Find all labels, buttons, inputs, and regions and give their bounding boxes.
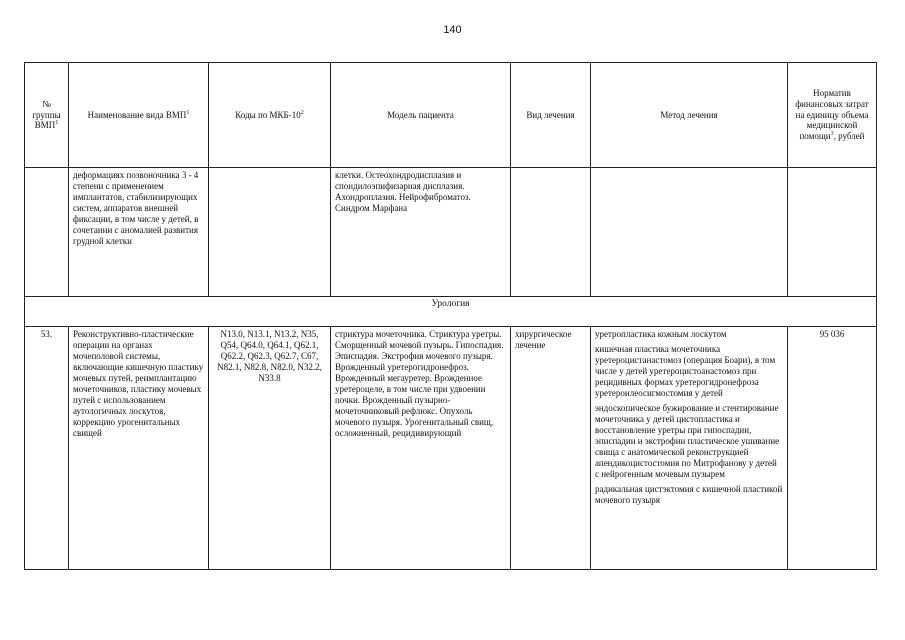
cell-cost: [788, 168, 877, 297]
cell-mkb-codes: N13.0, N13.1, N13.2, N35, Q54, Q64.0, Q64.1, Q62.1, Q62.2, Q62.3, Q62.7, C67, N82.1, N82.8, N82.0, N32.2, N33.8: [209, 327, 331, 570]
cell-treatment-type: [511, 168, 591, 297]
section-title: Урология: [25, 297, 877, 327]
cell-patient-model: клетки. Остеохондродисплазия и спондилоэпифизарная дисплазия. Ахондроплазия. Нейрофиброматоз. Синдром Марфана: [331, 168, 511, 297]
header-group-no: № группы ВМП$^1$: [25, 63, 69, 168]
header-vmp-name: Наименование вида ВМП$^1$: [69, 63, 209, 168]
method-item: кишечная пластика мочеточника уретероцистанастомоз (операция Боари), в том числе у детей уретероцистоанастомоз при рецидивных формах уретерогидронефроза уретероилеосигмостомия у детей: [595, 343, 776, 398]
header-patient-model: Модель пациента: [331, 63, 511, 168]
method-item: эндоскопическое бужирование и стентирование мочеточника у детей цистопластика и восстановление уретры при гипоспадии, эписпадии и экстрофии пластическое ушивание свища с анатомической реконструкцией апендикоцистостомия по Митрофанову у детей с нейрогенным мочевым пузырем: [595, 402, 780, 479]
cell-treatment-method: [591, 168, 788, 297]
section-row-urology: [25, 297, 877, 327]
table-row-53: [25, 327, 877, 570]
header-cost-norm: Норматив финансовых затрат на единицу объема медицинской помощи$^3$, рублей: [788, 63, 877, 168]
method-item: радикальная цистэктомия с кишечной пластикой мочевого пузыря: [595, 483, 783, 505]
cell-patient-model: стриктура мочеточника. Стриктура уретры. Сморщенный мочевой пузырь. Гипоспадия. Эписпадия. Экстрофия мочевого пузыря. Врожденный уретерогидронефроз. Врожденный мегауретер. Врожденное уретероцеле, в том числе при удвоении почки. Врожденный пузырно-мочеточниковый рефлюкс. Опухоль мочевого пузыря. Урогенитальный свищ, осложненный, рецидивирующий: [331, 327, 511, 570]
header-treatment-type: Вид лечения: [511, 63, 591, 168]
cell-group-no: [25, 168, 69, 297]
cell-cost: 95 036: [788, 327, 877, 570]
header-mkb-codes: Коды по МКБ-$10^2$: [209, 63, 331, 168]
table-row-continuation: [25, 168, 877, 297]
cell-vmp-name: Реконструктивно-пластические операции на органах мочеполовой системы, включающие кишечную пластику мочевых путей, реимплантацию мочеточников, пластику мочевых путей с использованием аутологичных лоскутов, коррекцию урогенитальных свищей: [69, 327, 209, 570]
cell-vmp-name: деформациях позвоночника 3 - 4 степени с применением имплантатов, стабилизирующих систем, аппаратов внешней фиксации, в том числе у детей, в сочетании с аномалией развития грудной клетки: [69, 168, 209, 297]
header-row: [25, 63, 877, 168]
cell-treatment-method: [591, 327, 788, 570]
page-number: 140: [443, 24, 462, 36]
header-treatment-method: Метод лечения: [591, 63, 788, 168]
method-item: уретропластика кожным лоскутом: [595, 329, 727, 339]
cell-mkb-codes: [209, 168, 331, 297]
cell-treatment-type: хирургическое лечение: [511, 327, 591, 570]
cell-group-no: 53.: [25, 327, 69, 570]
vmp-table: [24, 62, 877, 570]
